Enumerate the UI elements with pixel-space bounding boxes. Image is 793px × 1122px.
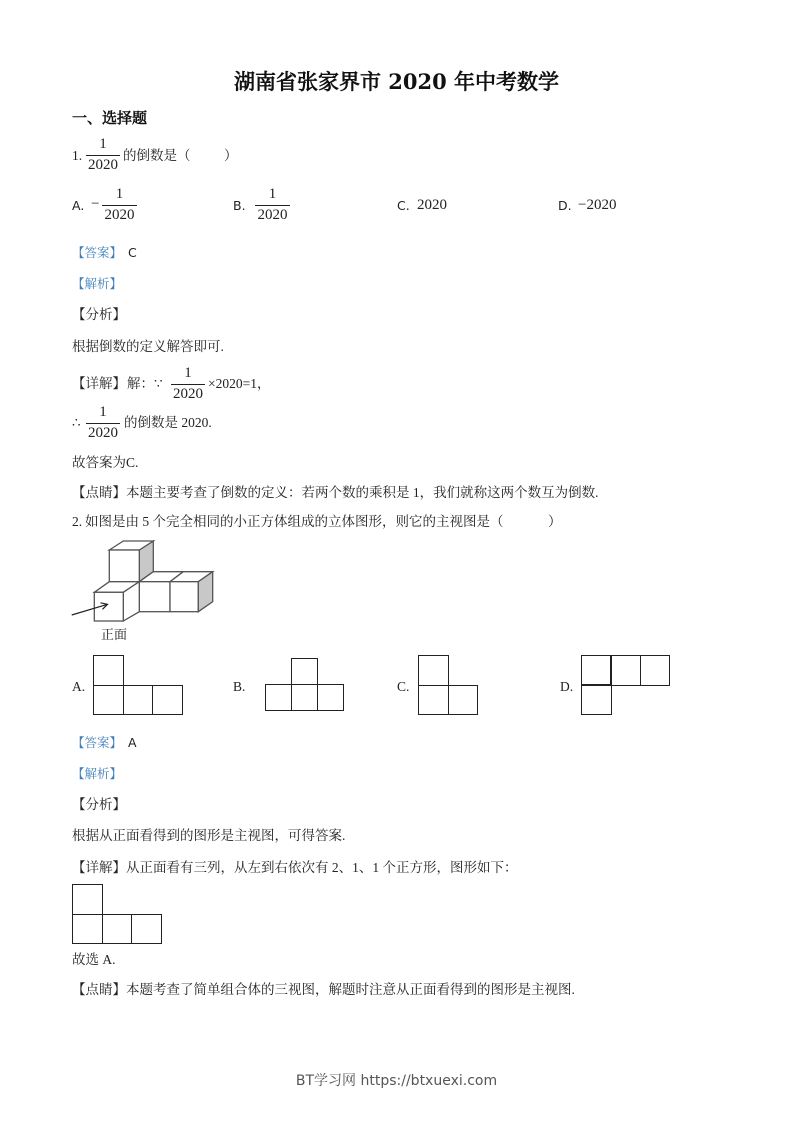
grid-square <box>418 655 449 686</box>
front-view-label: 正面 <box>101 628 128 643</box>
question-stem: 如图是由 5 个完全相同的小正方体组成的立体图形，则它的主视图是（ <box>85 514 504 529</box>
page-title: 湖南省张家界市 2020 年中考数学 <box>233 69 560 94</box>
option-label: C. <box>397 679 410 694</box>
option-label: C. <box>397 198 410 213</box>
grid-square <box>123 685 154 716</box>
option-label: B. <box>233 198 246 213</box>
detail-tag: 【详解】 <box>72 860 126 875</box>
cube-front-face <box>170 582 198 612</box>
conclusion: 故选 A. <box>72 952 116 967</box>
because-symbol: ∵ <box>154 376 163 391</box>
option-fraction <box>102 185 137 224</box>
grid-square <box>72 914 103 945</box>
right-cube <box>170 572 213 612</box>
option-label: B. <box>233 679 246 694</box>
grid-square <box>93 655 124 686</box>
answer-bracket-close: ） <box>224 148 238 163</box>
fenxi-tag: 【分析】 <box>72 797 126 812</box>
option-label: A. <box>72 198 85 213</box>
minus-sign: − <box>91 196 100 212</box>
detail-tag: 【详解】 <box>72 376 126 391</box>
grid-square <box>291 684 318 711</box>
top-cube <box>109 541 153 582</box>
option-value: −2020 <box>578 197 617 213</box>
comment-text: 本题主要考查了倒数的定义：若两个数的乘积是 1，我们就称这两个数互为倒数. <box>126 485 599 500</box>
front-cube <box>94 582 139 621</box>
numerator: 1 <box>268 186 277 202</box>
question-number: 2. <box>72 514 83 529</box>
grid-square <box>317 684 344 711</box>
grid-square <box>72 884 103 915</box>
answer-tag: 【答案】 <box>72 245 123 260</box>
grid-square <box>640 655 671 686</box>
answer-bracket-close: ） <box>548 514 562 529</box>
cube-front-face <box>139 582 170 612</box>
detail-fraction-2 <box>86 403 120 442</box>
denominator: 2020 <box>102 205 137 224</box>
analysis-tag: 【解析】 <box>72 766 123 781</box>
option-label: D. <box>558 198 572 213</box>
denominator: 2020 <box>255 205 290 224</box>
denominator: 2020 <box>88 157 118 173</box>
comment-tag: 【点睛】 <box>72 982 126 997</box>
numerator: 1 <box>99 404 107 420</box>
numerator: 1 <box>115 186 124 202</box>
option-value: 2020 <box>417 197 447 213</box>
grid-square <box>102 914 133 945</box>
question-number: 1. <box>72 148 83 163</box>
denominator: 2020 <box>173 386 203 402</box>
grid-square <box>291 658 318 685</box>
grid-square <box>131 914 162 945</box>
question-stem: 的倒数是（ <box>123 148 191 163</box>
cube-figure <box>60 535 230 630</box>
grid-square <box>581 684 612 715</box>
detail-text: 从正面看有三列，从左到右依次有 2、1、1 个正方形，图形如下： <box>126 860 518 875</box>
denominator: 2020 <box>88 425 118 441</box>
grid-square <box>265 684 292 711</box>
detail-fraction <box>171 364 205 403</box>
numerator: 1 <box>184 365 192 381</box>
analysis-tag: 【解析】 <box>72 276 123 291</box>
section-heading: 一、选择题 <box>72 109 148 127</box>
fenxi-tag: 【分析】 <box>72 307 126 322</box>
grid-square <box>152 685 183 716</box>
stem-fraction <box>86 135 120 174</box>
answer-tag: 【答案】 <box>72 735 123 750</box>
detail-suffix: ×2020=1， <box>208 376 271 391</box>
detail-line2-text: 的倒数是 2020. <box>124 415 212 430</box>
grid-square <box>581 655 612 686</box>
fenxi-text: 根据倒数的定义解答即可. <box>72 339 224 354</box>
numerator: 1 <box>99 136 107 152</box>
answer-value: A <box>128 735 137 750</box>
comment-text: 本题考查了简单组合体的三视图，解题时注意从正面看得到的图形是主视图. <box>126 982 575 997</box>
option-fraction <box>255 185 290 224</box>
therefore-symbol: ∴ <box>72 415 81 430</box>
grid-square <box>93 685 124 716</box>
comment-tag: 【点睛】 <box>72 485 126 500</box>
footer-watermark: BT学习网 https://btxuexi.com <box>295 1073 498 1089</box>
fenxi-text: 根据从正面看得到的图形是主视图，可得答案. <box>72 828 346 843</box>
answer-value: C <box>128 245 137 260</box>
detail-conclusion: 故答案为C. <box>72 455 139 470</box>
option-label: D. <box>560 679 574 694</box>
grid-square <box>418 685 449 716</box>
detail-prefix: 解： <box>127 376 154 391</box>
cube-front-face <box>109 550 139 582</box>
grid-square <box>448 685 479 716</box>
option-label: A. <box>72 679 86 694</box>
grid-square <box>610 655 641 686</box>
